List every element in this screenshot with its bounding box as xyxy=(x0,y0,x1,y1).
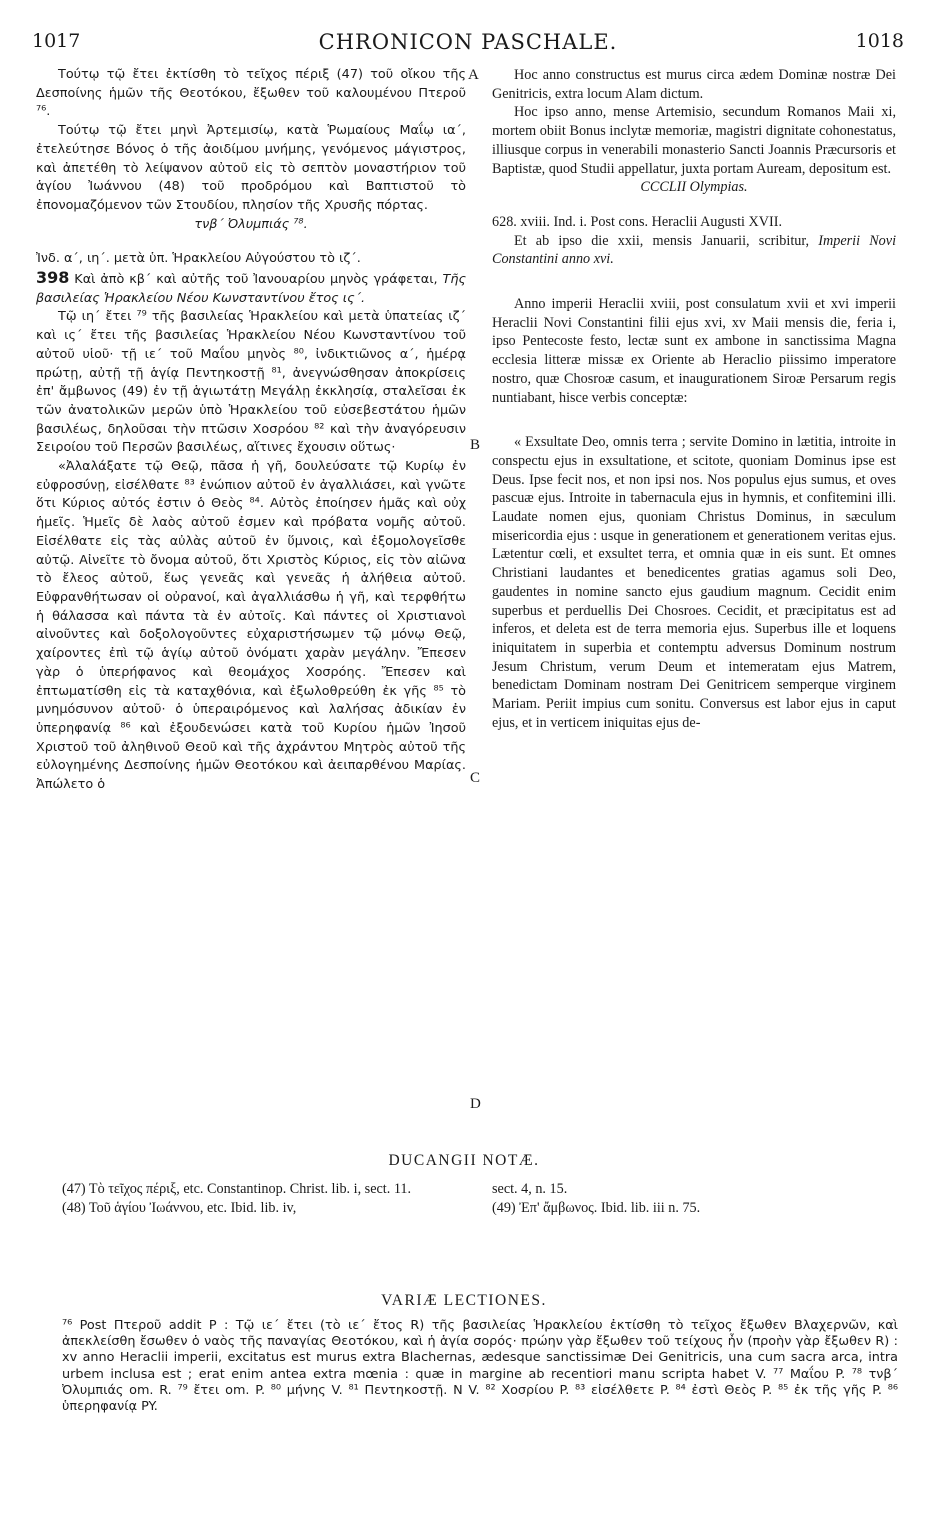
latin-column xyxy=(492,66,896,733)
page-number-left: 1017 xyxy=(32,30,81,52)
note: (49) Ἐπ' ἄμβωνος. Ibid. lib. iii n. 75. xyxy=(492,1199,701,1216)
page-number-right: 1018 xyxy=(855,30,904,52)
margin-letter-d: D xyxy=(470,1096,481,1112)
note: sect. 4, n. 15. xyxy=(492,1181,568,1197)
latin-olympiad: CCCLII Olympias. xyxy=(640,179,748,196)
latin-paragraph: « Exsultate Deo, omnis terra ; servite Domino in lætitia, introite in conspectu ejus in exsultatione, et scitote, quoniam Dominus ipse est Deus. Ipse fecit nos, et non ipsi nos. Nos populus ejus sumus, et oves pascuæ ejus. Introite in tabernacula ejus in hymnis, et confitemini illi. Laudate nomen ejus, quoniam Christus Dominus, in sæculum misericordia ejus : usque in generationem et generationem veritas ejus. Lætentur cœli, et exsultet terra, et omnia quæ in eis sunt. Et omnes Christiani laudantes et benedicentes gratias agamus soli Deo, gaudentes in nomine sancto ejus gaudium magnum. Cecidit enim superbus et perduellis Dei Chosroes. Cecidit, et præcipitatus est ad inferos, et deleta est de terra memoria ejus. Superbus ille et loquens iniquitatem in superbia et contemptu adversus Dominum nostrum Jesum Christum, verum Deum et intemeratam ejus Matrem, benedictam Dominam nostram Dei Genitricem semperque virginem Mariam. Periit impius cum sonitu. Conversus est labor ejus in caput ejus, et in verticem iniquitas ejus de- xyxy=(492,434,896,731)
latin-paragraph: Hoc anno constructus est murus circa ædem Dominæ nostræ Dei Genitricis, extra locum Alam dictum. xyxy=(492,67,896,102)
greek-paragraph: Τούτῳ τῷ ἔτει μηνὶ Ἀρτεμισίῳ, κατὰ Ῥωμαίους Μαΐῳ ια΄, ἐτελεύτησε Βόνος ὁ τῆς ἀοιδίμου μνήμης, γενόμενος μάγιστρος, καὶ ἀπετέθη τὸ λείψανον αὐτοῦ εἰς τὸ σεπτὸν μοναστήριον τοῦ ἁγίου Ἰωάννου (48) τοῦ προδρόμου καὶ Βαπτιστοῦ τὸ ἐπονομαζόμενον τῶν Στουδίου, πλησίον τῆς Χρυσῆς πόρτας. xyxy=(36,123,466,213)
note: (48) Τοῦ ἁγίου Ἰωάννου, etc. Ibid. lib. iv, xyxy=(62,1199,297,1216)
latin-indiction: 628. xviii. Ind. i. Post cons. Heraclii Augusti XVII. xyxy=(492,213,783,230)
latin-paragraph: Anno imperii Heraclii xviii, post consulatum xvii et xvi imperii Heraclii Novi Constantini filii ejus xvi, xv Maii mensis die, feria i, ipso Pentecoste festo, lectæ sunt ex ambone in sanctissima Magna ecclesia litteræ missæ ex Oriente ab Heraclio piissimo imperatore nostro, quæ Chosroæ casum, et inaugurationem Siroæ Persarum regis nuntiabant, hisce verbis conceptæ: xyxy=(492,296,896,406)
page-header xyxy=(32,30,904,58)
greek-paragraph: Τῷ ιη΄ ἔτει ⁷⁹ τῆς βασιλείας Ἡρακλείου καὶ μετὰ ὑπατείας ιζ΄ καὶ ις΄ ἔτει τῆς βασιλείας Ἡρακλείου Νέου Κωνσταντίνου τοῦ αὐτοῦ υἱοῦ· τῇ ιε΄ τοῦ Μαΐου μηνὸς ⁸⁰, ἰνδικτιῶνος α΄, ἡμέρᾳ πρώτῃ, αὐτῇ τῇ ἁγίᾳ Πεντηκοστῇ ⁸¹, ἀνεγνώσθησαν ἀποκρίσεις ἐπ' ἄμβωνος (49) ἐν τῇ ἁγιωτάτῃ Μεγάλῃ ἐκκλησίᾳ, σταλεῖσαι ἐκ τῶν ἀνατολικῶν μερῶν ὑπὸ Ἡρακλείου τοῦ εὐσεβεστάτου ἡμῶν βασιλέως, δηλοῦσαι τὴν πτῶσιν Χοσρόου ⁸² καὶ τὴν ἀναγόρευσιν Σειροίου τοῦ Περσῶν βασιλέως, αἵτινες ἔχουσιν οὕτως· xyxy=(36,309,466,456)
greek-paragraph: Τούτῳ τῷ ἔτει ἐκτίσθη τὸ τεῖχος πέριξ (47) τοῦ οἴκου τῆς Δεσποίνης ἡμῶν τῆς Θεοτόκου, ἔξωθεν τοῦ καλουμένου Πτεροῦ ⁷⁶. xyxy=(36,67,466,120)
varia-text: ⁷⁶ Post Πτεροῦ addit P : Τῷ ιε΄ ἔτει (τὸ ιε΄ ἔτος R) τῆς βασιλείας Ἡρακλείου ἐκτίσθη τὸ τεῖχος ἔξωθεν Βλαχερνῶν, καὶ ἀπεκλείσθη ἔσωθεν ὁ ναὸς τῆς παναγίας Θεοτόκου, καὶ ἡ ἁγία σορός· πρώην γὰρ ἔξωθεν τοῦ τείχους ἦν (προὴν γὰρ ἔξωθεν R) : xv anno Heraclii imperii, excitatus est murus extra Blachernas, ædesque sanctissimæ Dei Genitricis, una cum sacra arca, intra urbem inclusa est ; erat enim antea extra mœnia : quæ in margine ab recentiori manu scripta habet V. ⁷⁷ Μαΐου P. ⁷⁸ τνβ΄ Ὀλυμπιάς om. R. ⁷⁹ ἔτει om. P. ⁸⁰ μήνης V. ⁸¹ Πεντηκοστῇ. N V. ⁸² Χοσρίου P. ⁸³ εἰσέλθετε P. ⁸⁴ ἐστὶ Θεὸς P. ⁸⁵ ἐκ τῆς γῆς P. ⁸⁶ ὑπερηφανίᾳ PY. xyxy=(62,1318,898,1415)
greek-olympiad: τνβ΄ Ὀλυμπιάς ⁷⁸. xyxy=(194,216,308,232)
margin-letter-c: C xyxy=(470,770,481,786)
varia-title: VARIÆ LECTIONES. xyxy=(381,1292,547,1309)
note: (47) Τὸ τεῖχος πέριξ, etc. Constantinop. Christ. lib. i, sect. 11. xyxy=(62,1181,412,1197)
latin-paragraph: Et ab ipso die xxii, mensis Januarii, scribitur, Imperii Novi Constantini anno xvi. xyxy=(492,232,897,268)
greek-paragraph: 398 Καὶ ἀπὸ κβ΄ καὶ αὐτῆς τοῦ Ἰανουαρίου μηνὸς γράφεται, Τῆς βασιλείας Ἡρακλείου Νέου Κωνσταντίνου ἔτος ις΄. xyxy=(36,268,466,306)
notes-right xyxy=(492,1180,892,1217)
varia-lectiones xyxy=(62,1318,898,1415)
notes-left xyxy=(62,1180,472,1217)
margin-letter-a: A xyxy=(468,67,479,83)
notes-title: DUCANGII NOTÆ. xyxy=(388,1152,540,1169)
greek-paragraph: «Ἀλαλάξατε τῷ Θεῷ, πᾶσα ἡ γῆ, δουλεύσατε τῷ Κυρίῳ ἐν εὐφροσύνῃ, εἰσέλθατε ⁸³ ἐνώπιον αὐτοῦ ἐν ἀγαλλιάσει, καὶ γνῶτε ὅτι Κύριος αὐτός ἐστιν ὁ Θεὸς ⁸⁴. Αὐτὸς ἐποίησεν ἡμᾶς καὶ οὐχ ἡμεῖς. Ἡμεῖς δὲ λαὸς αὐτοῦ ἐσμεν καὶ πρόβατα νομῆς αὐτοῦ. Εἰσέλθατε εἰς τὰς αὐλὰς αὐτοῦ ἐν ὕμνοις, καὶ ἐξομολογεῖσθε αὐτῷ. Αἰνεῖτε τὸ ὄνομα αὐτοῦ, ὅτι Χριστὸς Κύριος, εἰς τὸν αἰῶνα τὸ ἔλεος αὐτοῦ, ἕως γενεᾶς καὶ γενεᾶς ἡ ἀλήθεια αὐτοῦ. Εὐφρανθήτωσαν οἱ οὐρανοί, καὶ ἀγαλλιάσθω ἡ γῆ, καὶ τερφθήτω ἡ θάλασσα καὶ πάντα τὰ ἐν αὐτοῖς. Καὶ πάντες οἱ Χριστιανοὶ αἰνοῦντες καὶ δοξολογοῦντες εὐχαριστήσωμεν τῷ μόνῳ Θεῷ, χαίροντες ἐπὶ τῷ ἁγίῳ αὐτοῦ ὀνόματι χαρὰν μεγάλην. Ἔπεσεν γὰρ ὁ ὑπερήφανος καὶ θεομάχος Χοσρόης. Ἔπεσεν καὶ ἐπτωματίσθη εἰς τὰ καταχθόνια, καὶ ἐξωλοθρεύθη ἐκ γῆς ⁸⁵ τὸ μνημόσυνον αὐτοῦ· ὁ ὑπεραιρόμενος καὶ λαλήσας ἀδικίαν ἐν ὑπερηφανίᾳ ⁸⁶ καὶ ἐξουδενώσει κατὰ τοῦ Κυρίου ἡμῶν Ἰησοῦ Χριστοῦ τοῦ ἀληθινοῦ Θεοῦ καὶ τῆς ἀχράντου Μητρὸς αὐτοῦ τῆς εὐλογημένης Δεσποίνης ἡμῶν Θεοτόκου καὶ ἀειπαρθένου Μαρίας. Ἀπώλετο ὁ xyxy=(36,459,466,793)
margin-letter-b: B xyxy=(470,437,481,453)
section-number: 398 xyxy=(36,268,70,288)
latin-paragraph: Hoc ipso anno, mense Artemisio, secundum Romanos Maii xi, mortem obiit Bonus inclytæ memoriæ, magistri dignitate cohonestatus, illiusque corpus in venerabili monasterio Sancti Joannis Præcursoris et Baptistæ, quod Studii appellatur, juxta portam Auream, depositum est. xyxy=(492,104,896,177)
greek-column xyxy=(36,66,466,795)
running-title: CHRONICON PASCHALE. xyxy=(318,30,618,54)
greek-indiction: Ἰνδ. α΄, ιη΄. μετὰ ὑπ. Ἡρακλείου Αὐγούστου τὸ ιζ΄. xyxy=(36,251,361,267)
